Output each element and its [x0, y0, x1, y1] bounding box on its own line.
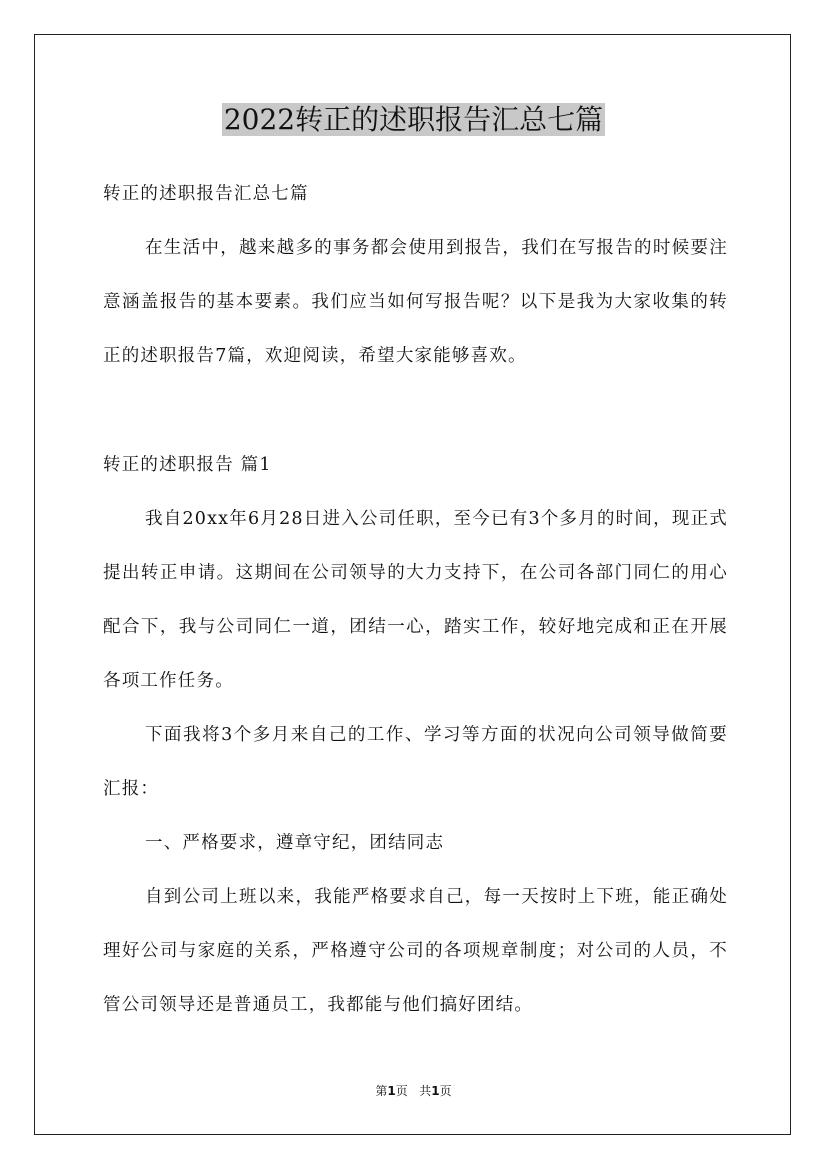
body-paragraph-1: 我自20xx年6月28日进入公司任职，至今已有3个多月的时间，现正式提出转正申请。这期间在公司领导的大力支持下，在公司各部门同仁的用心配合下，我与公司同仁一道，团结一心，踏实工作，较好地完成和正在开展各项工作任务。 [103, 509, 728, 691]
footer-total-prefix: 共 [419, 1084, 432, 1098]
footer-page-suffix: 页 [395, 1084, 408, 1098]
footer-page-prefix: 第 [375, 1084, 388, 1098]
subsection-heading: 一、严格要求，遵章守纪，团结同志 [145, 833, 445, 853]
footer-page-number: 1 [387, 1084, 396, 1098]
body-paragraph-2: 下面我将3个多月来自己的工作、学习等方面的状况向公司领导做简要汇报： [103, 725, 728, 799]
body-paragraph-3: 自到公司上班以来，我能严格要求自己，每一天按时上下班，能正确处理好公司与家庭的关系，严格遵守公司的各项规章制度；对公司的人员，不管公司领导还是普通员工，我都能与他们搞好团结。 [103, 887, 728, 1015]
page-footer [0, 1083, 827, 1099]
footer-total-suffix: 页 [439, 1084, 452, 1098]
document-title [0, 100, 827, 140]
intro-paragraph: 在生活中，越来越多的事务都会使用到报告，我们在写报告的时候要注意涵盖报告的基本要素。我们应当如何写报告呢？以下是我为大家收集的转正的述职报告7篇，欢迎阅读，希望大家能够喜欢。 [103, 238, 728, 366]
section-heading: 转正的述职报告 篇1 [103, 455, 272, 475]
footer-total-pages: 1 [431, 1084, 440, 1098]
document-title-text: 2022转正的述职报告汇总七篇 [223, 103, 604, 136]
document-subtitle: 转正的述职报告汇总七篇 [103, 184, 309, 204]
